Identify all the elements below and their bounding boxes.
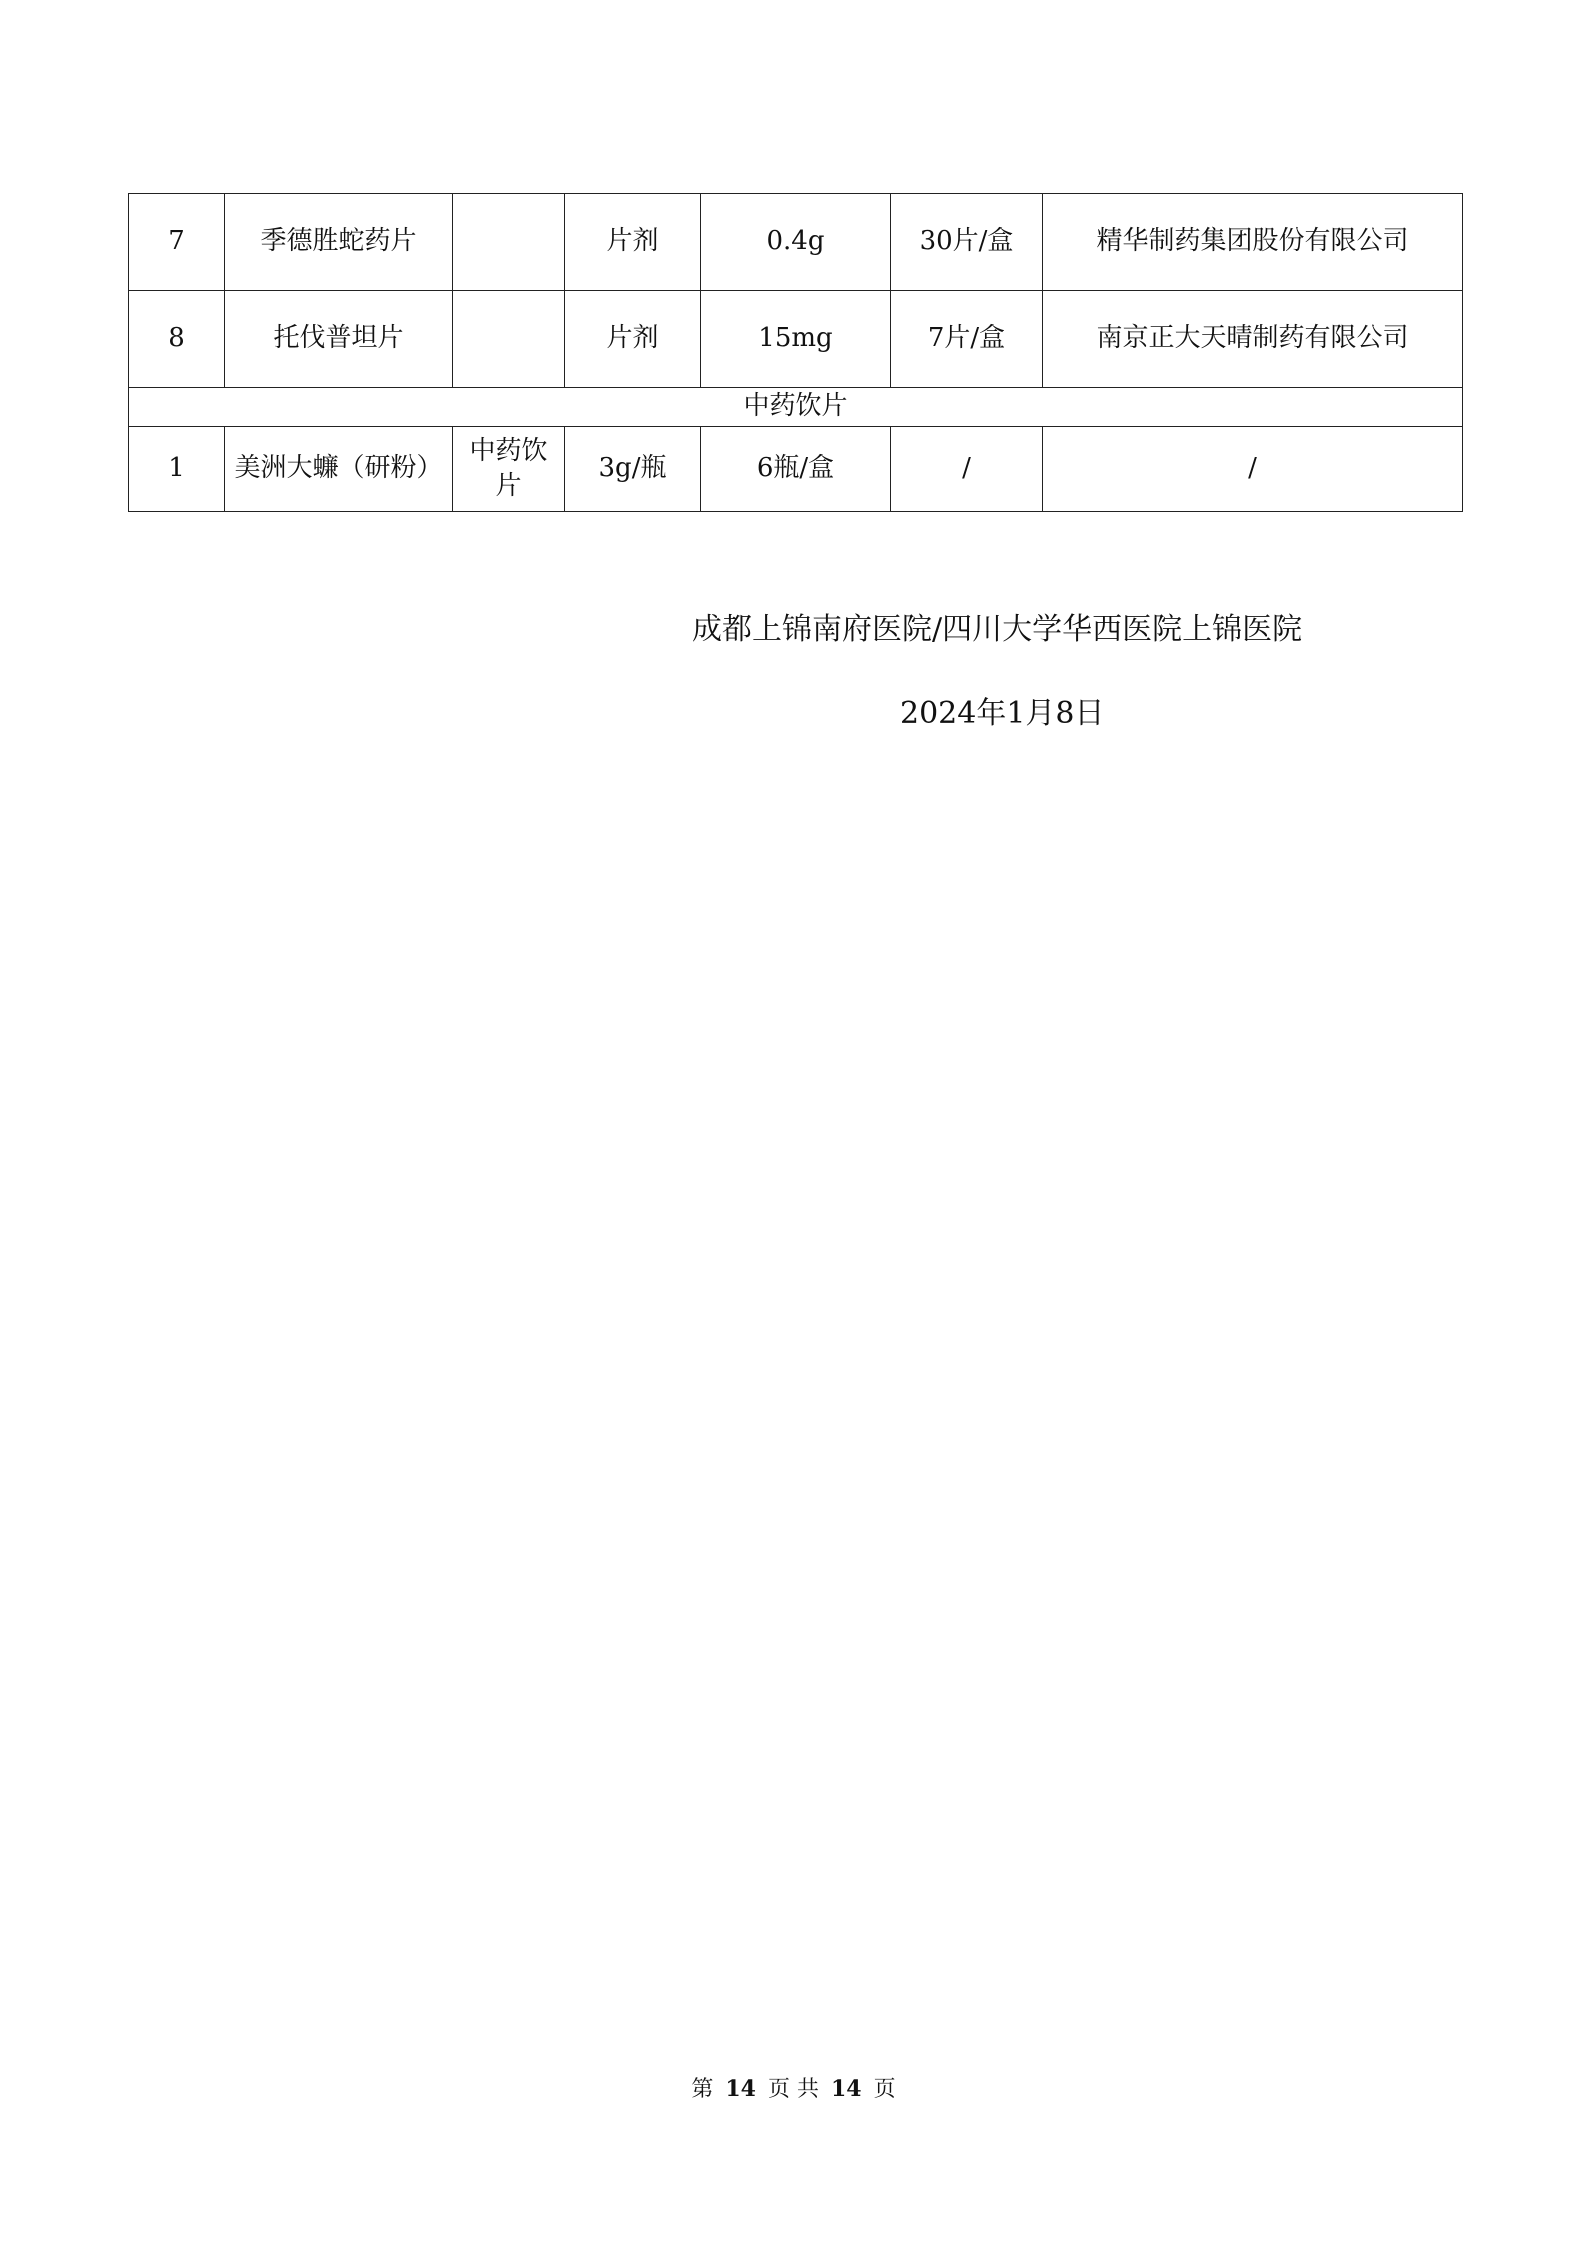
- footer-suffix: 页: [873, 2077, 896, 2102]
- footer-middle: 页 共: [768, 2077, 819, 2102]
- total-page-number: 14: [831, 2076, 862, 2102]
- cell-form: 3g/瓶: [565, 427, 701, 512]
- section-title: 中药饮片: [129, 388, 1463, 427]
- section-header-row: [129, 388, 1463, 427]
- cell-maker: 南京正大天晴制药有限公司: [1043, 291, 1463, 388]
- cell-package: /: [891, 427, 1043, 512]
- cell-category: [453, 291, 565, 388]
- table-row: [129, 427, 1463, 512]
- table-row: [129, 291, 1463, 388]
- cell-category: [453, 194, 565, 291]
- page-footer: [0, 2072, 1587, 2103]
- cell-maker: /: [1043, 427, 1463, 512]
- cell-name: 托伐普坦片: [225, 291, 453, 388]
- cell-maker: 精华制药集团股份有限公司: [1043, 194, 1463, 291]
- cell-spec: 15mg: [701, 291, 891, 388]
- cell-name: 美洲大蠊（研粉）: [225, 427, 453, 512]
- cell-form: 片剂: [565, 194, 701, 291]
- cell-no: 1: [129, 427, 225, 512]
- table-row: [129, 194, 1463, 291]
- current-page-number: 14: [725, 2076, 756, 2102]
- cell-spec: 6瓶/盒: [701, 427, 891, 512]
- cell-no: 7: [129, 194, 225, 291]
- cell-no: 8: [129, 291, 225, 388]
- cell-package: 7片/盒: [891, 291, 1043, 388]
- cell-form: 片剂: [565, 291, 701, 388]
- cell-spec: 0.4g: [701, 194, 891, 291]
- footer-prefix: 第: [691, 2077, 714, 2102]
- cell-package: 30片/盒: [891, 194, 1043, 291]
- issuer-signature: 成都上锦南府医院/四川大学华西医院上锦医院: [692, 612, 1303, 647]
- issue-date: 2024年1月8日: [900, 696, 1105, 731]
- drug-table: [128, 193, 1463, 512]
- cell-name: 季德胜蛇药片: [225, 194, 453, 291]
- cell-category: 中药饮片: [453, 427, 565, 512]
